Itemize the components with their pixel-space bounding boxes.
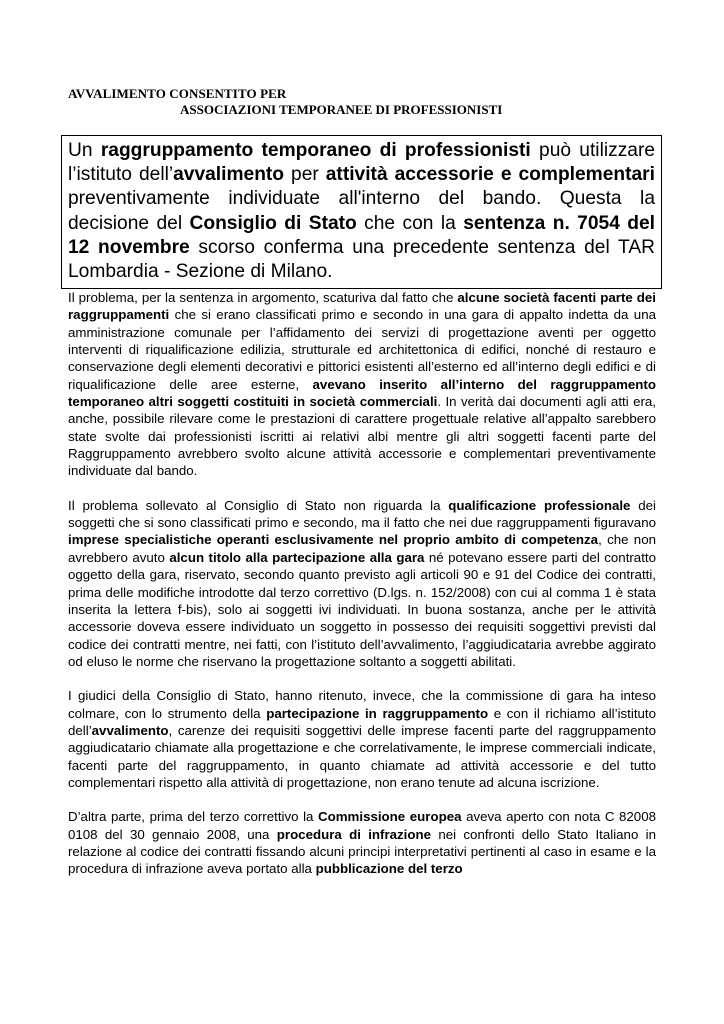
paragraph [68, 687, 656, 791]
paragraph [68, 497, 656, 670]
bold-text-run: avvalimento [91, 722, 169, 738]
paragraph [68, 808, 656, 877]
text-run: può utilizzare l’istituto dell’ [68, 140, 656, 186]
bold-text-run: qualificazione professionale [448, 497, 631, 513]
bold-text-run: avevano inserito all’interno del raggruppamento temporaneo altri soggetti costituiti in società commerciali [68, 376, 656, 410]
text-run: I giudici della Consiglio di Stato, hanno ritenuto, invece, che la commissione di gara ha inteso colmare, con lo strumento della [68, 688, 656, 721]
text-run: , carenze dei requisiti soggettivi delle imprese facenti parte del raggruppamento aggiudicatario chiamate alla progettazione e che correlativamente, le imprese commerciali indicate, facenti parte del raggruppamento, in quanto chiamate ad attività accessorie e del tutto complementari rispetto alla attività di progettazione, non erano tenute ad alcuna iscrizione. [68, 722, 656, 790]
summary-text [68, 140, 655, 282]
bold-text-run: Consiglio di Stato [189, 212, 357, 234]
summary-box [61, 135, 662, 289]
text-run: che si erano classificati primo e secondo in una gara di appalto indetta da una amministrazione comunale per l’affidamento dei servizi di progettazione aventi per oggetto interventi di riqualificazione edilizia, strutturale ed architettonica di edifici, nonché di restauro e conservazione degli elementi decorativi e pittorici esistenti all’esterno ed all’interno degli edifici e di riqualificazione delle aree esterne, [68, 307, 656, 392]
bold-text-run: procedura di infrazione [276, 826, 432, 842]
text-run: Un [68, 140, 101, 161]
text-run: preventivamente individuate all'interno del bando. Questa la decisione del [68, 188, 655, 234]
text-run: . In verità dai documenti agli atti era, anche, possibile rilevare come le prestazioni di carattere progettuale relative all’appalto sarebbero state svolte dai professionisti iscritti ai relativi albi mentre gli altri soggetti facenti parte del Raggruppamento avrebbero svolto alcune attività accessorie e complementari preventivamente individuate dal bando. [68, 394, 656, 479]
text-run: per [284, 164, 326, 186]
text-run: dei soggetti che si sono classificati primo e secondo, ma il fatto che nei due raggruppamenti figuravano [68, 497, 657, 531]
bold-text-run: sentenza n. 7054 del 12 novembre [68, 212, 655, 258]
text-run: scorso conferma una precedente sentenza del TAR Lombardia - Sezione di Milano. [68, 236, 655, 283]
text-run: Il problema sollevato al Consiglio di Stato non riguarda la [68, 497, 449, 513]
document-title-line-1: AVVALIMENTO CONSENTITO PER [68, 86, 287, 101]
bold-text-run: raggruppamento temporaneo di professionisti [100, 140, 531, 161]
bold-text-run: imprese specialistiche operanti esclusivamente nel proprio ambito di competenza [68, 532, 599, 548]
text-run: aveva aperto con nota C 82008 0108 del 30 gennaio 2008, una [68, 809, 656, 842]
bold-text-run: alcune società facenti parte dei raggruppamenti [68, 290, 656, 323]
bold-text-run: attività accessorie e complementari [325, 164, 655, 186]
text-run: che con la [356, 212, 464, 234]
text-run: , che non avrebbero avuto [68, 532, 656, 565]
bold-text-run: partecipazione in raggruppamento [266, 705, 489, 721]
bold-text-run: alcun titolo alla partecipazione alla gara [169, 549, 425, 565]
text-run: e con il richiamo all’istituto dell’ [68, 705, 657, 738]
text-run: né potevano essere parti del contratto oggetto della gara, riservato, secondo quanto previsto agli articoli 90 e 91 del Codice dei contratti, prima delle modifiche introdotte dal terzo correttivo (D.lgs. n. 152/2008) con cui al comma 1 è stata inserita la lettera f-bis), solo ai soggetti ivi individuati. In buona sostanza, anche per le attività accessorie doveva essere individuato un soggetto in possesso dei requisiti soggettivi previsti dal codice dei contratti mentre, nei fatti, con l’istituto dell’avvalimento, l’aggiudicataria avrebbe aggirato od eluso le norme che riservano la progettazione soltanto a soggetti abilitati. [68, 549, 656, 669]
bold-text-run: pubblicazione del terzo [315, 861, 463, 877]
bold-text-run: avvalimento [173, 164, 285, 186]
text-run: Il problema, per la sentenza in argomento, scaturiva dal fatto che [68, 290, 458, 305]
text-run: nei confronti dello Stato Italiano in relazione al codice dei contratti fissando alcuni principi interpretativi pertinenti al caso in esame e la procedura di infrazione aveva portato alla [68, 826, 656, 877]
bold-text-run: Commissione europea [318, 809, 462, 825]
document-title-line-2: ASSOCIAZIONI TEMPORANEE DI PROFESSIONISTI [180, 102, 503, 117]
text-run: D’altra parte, prima del terzo correttivo la [68, 809, 318, 825]
article-body [68, 289, 656, 895]
paragraph [68, 289, 656, 480]
